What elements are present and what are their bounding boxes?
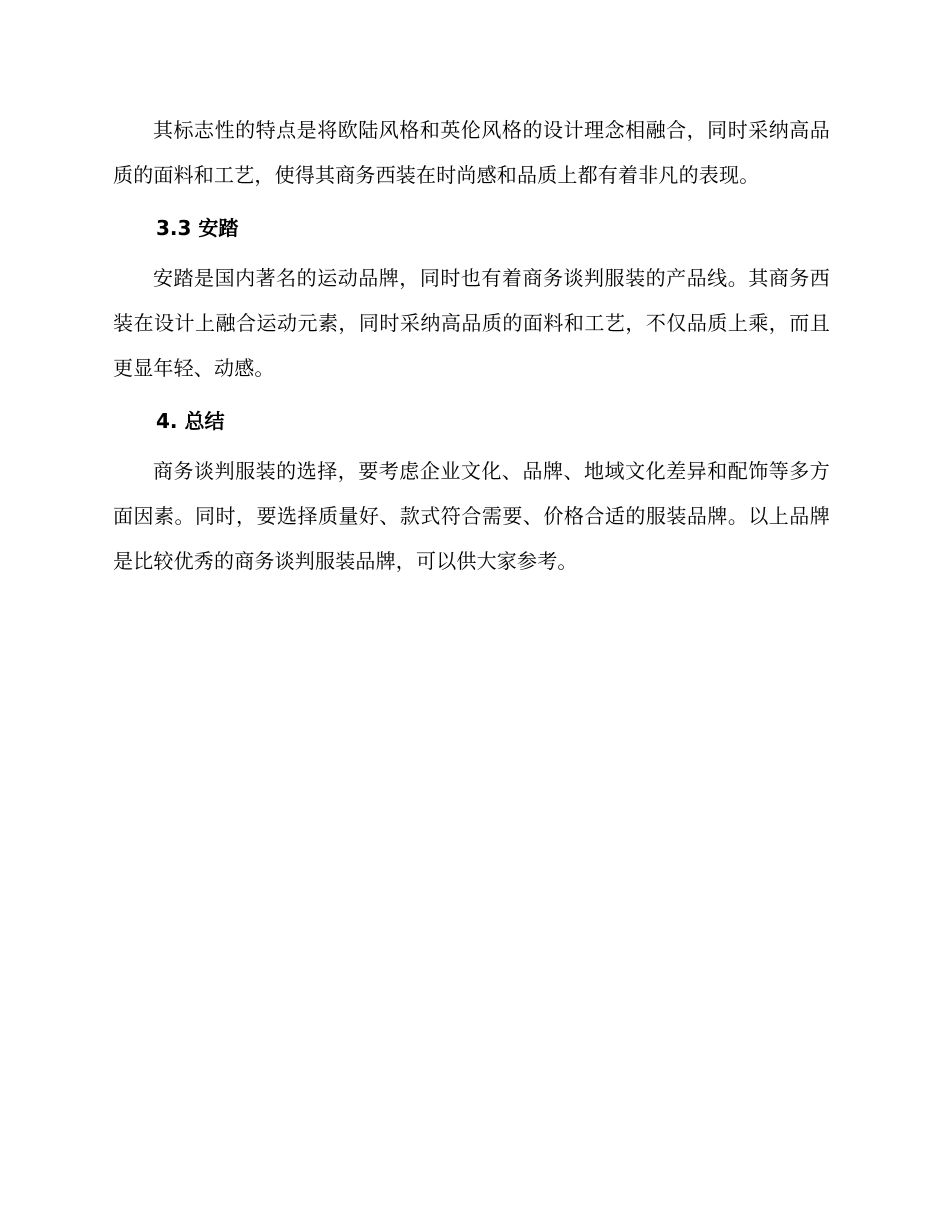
- paragraph-anta: 安踏是国内著名的运动品牌，同时也有着商务谈判服装的产品线。其商务西装在设计上融合运动元素，同时采纳高品质的面料和工艺，不仅品质上乘，而且更显年轻、动感。: [113, 266, 830, 380]
- section-heading-summary: 4. 总结: [156, 409, 225, 433]
- section-heading-anta: 3.3 安踏: [156, 216, 239, 240]
- paragraph-summary: 商务谈判服装的选择，要考虑企业文化、品牌、地域文化差异和配饰等多方面因素。同时，要选择质量好、款式符合需要、价格合适的服装品牌。以上品牌是比较优秀的商务谈判服装品牌，可以供大家参考。: [113, 459, 830, 573]
- paragraph-brand-style: 其标志性的特点是将欧陆风格和英伦风格的设计理念相融合，同时采纳高品质的面料和工艺，使得其商务西装在时尚感和品质上都有着非凡的表现。: [113, 118, 830, 187]
